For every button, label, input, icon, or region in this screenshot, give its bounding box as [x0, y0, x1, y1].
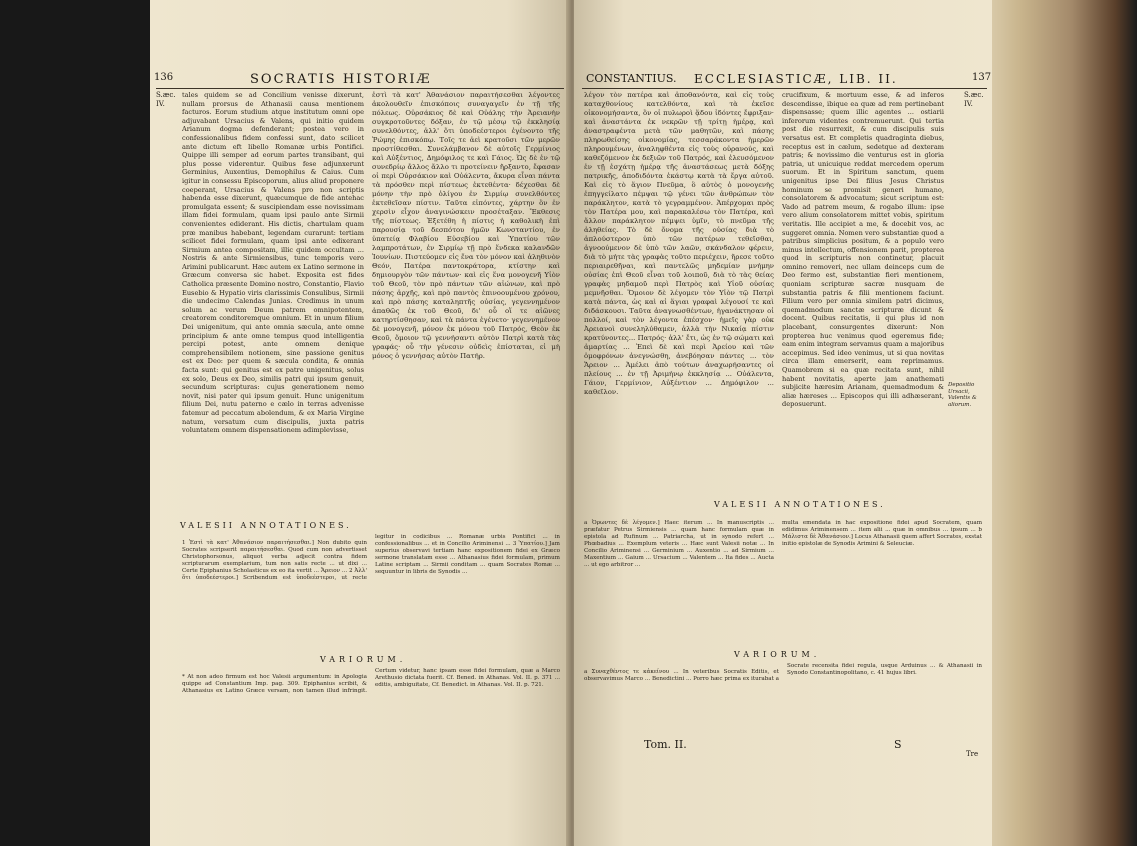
annotations-text-right-col2: multa emendata in hac expositione fidei apud Socratem, quam edidimus Ariminensem ... item alii ... quæ in omnibus ... ipsum ... b Μάλιστα δὲ Ἀθανάσιον.] Locus Athanasii quem affert Socrates, exstat initio epistolæ de Synodis Arimini & Seleuciæ. — [782, 519, 982, 547]
section-mark-saec-right: S.æc. — [964, 91, 984, 99]
greek-column-left — [372, 91, 560, 516]
right-page — [574, 0, 992, 846]
notes-heading-left: VALESII ANNOTATIONES. — [180, 521, 352, 530]
section-mark-iv: IV. — [156, 100, 165, 108]
latin-column-right — [782, 91, 944, 496]
signature-mark: Tom. II. — [644, 738, 687, 751]
latin-text-left: tales quidem se ad Concilium venisse dixerunt, nullam prorsus de Athanasii causa mentionem facturos. Eorum studium atque institutum omni ope adjuvabant Ursacius & Valens, qui initio quidem Arianum dogma defenderant; postea vero in confessionalibus fidem confessi sunt, dato scilicet ante dictum eft libello Romanæ urbis Pontifici. Quippe illi semper ad eorum partes transibant, qui plus posse viderentur. Quibus fese adjunxerunt Germinius, Auxentius, Demophilus & Caius. Cum igitur in consessu Episcoporum, alius aliud proponere coeperant, Ursacius & Valens pro non scriptis habenda esse dixerunt, quæcumque de fide antehac promulgata essent; & suscipiendam esse novissimam illam fidei formulam, quam ipsi paulo ante Sirmii convenientes ediderant. His dictis, chartulam quam præ manibus habebant, legendam curarunt: tertiam scilicet fidei formulam, quam ipsi ante edixerant Sirmium antea compositam, illic quidem occultam ... Nostris & ante Sirmiensibus, tunc temporis vero Arimini publicarunt. Hæc autem ex Latino sermone in Græcum conversa sic habet. Exposita est fides Catholica præsente Domino nostro, Constantio, Flavio Eusebio & Hypatio viris clarissimis Consulibus, Sirmii die undecimo Calendas Junias. Credimus in unum solum ac verum Deum patrem omnipotentem, creatorem conditoremque omnium. Et in unum filium Dei unigenitum, qui ante omnia sæcula, ante omne principium & ante omne tempus quod intelligentia percipi potest, ante omnem denique comprehensibilem notionem, sine passione genitus est ex Deo: per quem & sæcula condita, & omnia facta sunt: qui genitus est ex patre unigenitus, solus ex solo, Deus ex Deo, similis patri qui ipsum genuit, secundum scripturas: cujus generationem nemo novit, nisi pater qui ipsum genuit. Hunc unigenitum filium Dei, nutu paterno e cælo in terras advenisse fatemur ad peccatum abolendum, & ex Maria Virgine natum, versatum cum discipulis, juxta patris voluntatem omnem dispensationem adimplevisse, — [182, 91, 364, 435]
section-mark-right — [964, 91, 984, 109]
page-number-right: 137 — [972, 72, 992, 83]
running-head-right-left: CONSTANTIUS. — [586, 72, 677, 85]
latin-column-left — [182, 91, 364, 516]
greek-column-right — [584, 91, 774, 496]
book-fore-edge — [992, 0, 1137, 846]
head-rule-left — [156, 88, 564, 89]
background-left — [0, 0, 150, 846]
left-page — [150, 0, 570, 846]
variorum-right — [584, 663, 982, 733]
running-head-left: SOCRATIS HISTORIÆ — [250, 72, 432, 87]
annotations-right — [584, 514, 774, 646]
variorum-text-right: a Συναχθέντος τε κἀκείνου ... In veteribus Socratis Editis, et observavimus Marco ... Benedictini ... Porro hæc prima ex iturabat a Socrate recensita fidei regula, usque Arduinus ... & Athanasii in Synodo Constantinopolitano, c. 41 hujus libri. — [584, 663, 982, 682]
page-number-left: 136 — [154, 72, 174, 83]
latin-text-right: crucifixum, & mortuum esse, & ad inferos descendisse, ibique ea quæ ad rem pertinebant dispensasse; quem illic agentes ... ostiarii inferorum videntes contremuerunt. Qui tertia post die resurrexit, & cum discipulis suis versatus est. Et completis quadraginta diebus, receptus est in cælum, sedetque ad dexteram patris; & novissimo die venturus est in gloria patria, ut unicuique reddat mercedem operum suorum. Et in Spiritum sanctum, quem unigenitus ipse Dei filius Jesus Christus hominum se promisit generi humano, consolatorem & advocatum; sicut scriptum est: Vado ad patrem meum, & rogabo illum: ipse vero alium consolatorem mittet vobis, spiritum veritatis. Ille accipiet a me, & docebit vos, ac suggeret omnia. Nomen vero substantiæ quod a patribus simplicius positum, & a populo vero minus intellectum, offensionem parit, propterea quod in scripturis non continetur, placuit omnino removeri, nec ullam deinceps cum de Deo fermo est, substantiæ fieri mentionem, quoniam scripturæ sacræ nusquam de substantia patris & filii mentionem faciunt. Filium vero per omnia similem patri dicimus, quemadmodum sanctæ scripturæ dicunt & docent. Quibus recitatis, ii qui plus id non placebant, consurgentes dixerunt: Non propterea huc venimus quod egeremus fide; eam enim integram servamus quam a majoribus accepimus. Sed ideo venimus, ut si qua novitas circa illam emerserit, eam reprimamus. Quamobrem si ea quæ recitata sunt, nihil habent novitatis, aperte jam anathemati subjicite hæresim Arianam, quemadmodum & aliæ hæreses ... Episcopos qui illi adhæserant, deposuerunt. — [782, 91, 944, 409]
greek-text-right: λέγον τὸν πατέρα καὶ ἀποθανόντα, καὶ εἰς τοὺς καταχθονίους κατελθόντα, καὶ τὰ ἐκεῖσε οἰκονομήσαντα, ὃν οἱ πυλωροὶ ᾅδου ἰδόντες ἔφριξαν· καὶ ἀναστάντα ἐκ νεκρῶν τῇ τρίτῃ ἡμέρᾳ, καὶ ἀναστραφέντα μετὰ τῶν μαθητῶν, καὶ πάσης πληρωθείσης οἰκονομίας, τεσσαράκοντα ἡμερῶν πληρουμένων, ἀναληφθέντα εἰς τοὺς οὐρανούς, καὶ καθεζόμενον ἐκ δεξιῶν τοῦ Πατρός, καὶ ἐλευσόμενον ἐν τῇ ἐσχάτῃ ἡμέρᾳ τῆς ἀναστάσεως μετὰ δόξης πατρικῆς, ἀποδιδόντα ἑκάστῳ κατὰ τὰ ἔργα αὐτοῦ. Καὶ εἰς τὸ ἅγιον Πνεῦμα, ὃ αὐτὸς ὁ μονογενὴς ἐπηγγείλατο πέμψαι τῷ γένει τῶν ἀνθρώπων τὸν παράκλητον, κατὰ τὸ γεγραμμένον. Ἀπέρχομαι πρὸς τὸν Πατέρα μου, καὶ παρακαλέσω τὸν Πατέρα, καὶ ἄλλον παράκλητον πέμψει ὑμῖν, τὸ πνεῦμα τῆς ἀληθείας. Τὸ δὲ ὄνομα τῆς οὐσίας διὰ τὸ ἁπλούστερον ὑπὸ τῶν πατέρων τεθεῖσθαι, ἀγνοούμενον δὲ ὑπὸ τῶν λαῶν, σκάνδαλον φέρειν, διὰ τὸ μήτε τὰς γραφὰς τοῦτο περιέχειν, ἤρεσε τοῦτο περιαιρεθῆναι, καὶ παντελῶς μηδεμίαν μνήμην οὐσίας ἐπὶ Θεοῦ εἶναι τοῦ λοιποῦ, διὰ τὸ τὰς θείας γραφὰς μηδαμοῦ περὶ Πατρὸς καὶ Υἱοῦ οὐσίας μεμνῆσθαι. Ὅμοιον δὲ λέγομεν τὸν Υἱὸν τῷ Πατρὶ κατὰ πάντα, ὡς καὶ αἱ ἅγιαι γραφαὶ λέγουσί τε καὶ διδάσκουσι. Ταῦτα ἀναγνωσθέντων, ἠγανάκτησαν οἱ πολλοί, καὶ τὸν λέγοντα ἐπέσχον· ἡμεῖς γὰρ οὐκ Ἀρειανοὶ συνεληλύθαμεν, ἀλλὰ τὴν Νικαίᾳ πίστιν κρατύνοντες... Πατρός· ἀλλ' ἔτι, ὡς ἐν τῷ σώματι καὶ ἁμαρτίας ... Ἐπεὶ δὲ καὶ περὶ Ἀρείου καὶ τῶν ὁμοφρόνων ἀνεγνώσθη, ἀνεβόησαν πάντες ... τὸν Ἄρειον ... Ἀμέλει ἀπὸ τούτων ἀναχωρήσαντες οἱ πλείους ... ἐν τῇ Ἀριμήνῳ ἐκκλησίᾳ ... Οὐάλεντα, Γάιον, Γερμίνιον, Αὐξέντιον ... Δημόφιλον ... καθεῖλον. — [584, 91, 774, 396]
margin-note-right: Depositio Ursacii, Valentis & aliorum. — [948, 382, 977, 408]
catchword: Tre — [966, 750, 979, 758]
section-mark-saec: S.æc. — [156, 91, 176, 99]
annotations-right-col2 — [782, 514, 982, 646]
greek-text-left: ἐστὶ τὰ κατ' Ἀθανάσιον παραιτήσεσθαι λέγοντες ἀκολουθεῖν ἐπισκόποις συναγαγεῖν ἐν τῇ τῆς πόλεως. Οὐρσάκιος δὲ καὶ Οὐάλης τὴν Ἀρειανὴν συγκροτοῦντες δόξαν, ἐν τῷ μέσῳ τῷ ἐκκλησίᾳ συνελθόντες, ἀλλ' ὅτι ὑποδεέστεροι ἐγένοντο τῆς Ῥώμης ἐπισκόπῳ. Τοῖς τε ἀεὶ κρατοῦσι τῶν μερῶν προστίθεσθαι. Συνελάμβανον δὲ αὐτοῖς Γερμίνιος καὶ Αὐξέντιος, Δημόφιλος τε καὶ Γάιος. Ὡς δὲ ἐν τῷ συνεδρίῳ ἄλλος ἄλλο τι προτείνειν ἤρξαντο, ἔφασαν οἱ περὶ Οὐρσάκιον καὶ Οὐάλεντα, ἄκυρα εἶναι πάντα τὰ πρόσθεν περὶ πίστεως ἐκτεθέντα· δέχεσθαι δὲ μόνην τὴν πρὸ ὀλίγου ἐν Σιρμίῳ συνελθόντες ἐκτεθεῖσαν πίστιν. Ταῦτα εἰπόντες, χάρτην ὃν ἐν χερσὶν εἶχον ἀναγινώσκειν προσέταξαν. Ἔκθεσις τῆς πίστεως. Ἐξετέθη ἡ πίστις ἡ καθολικὴ ἐπὶ παρουσίᾳ τοῦ δεσπότου ἡμῶν Κωνσταντίου, ἐν ὑπατείᾳ Φλαβίου Εὐσεβίου καὶ Ὑπατίου τῶν λαμπροτάτων, ἐν Σιρμίῳ τῇ πρὸ ἕνδεκα καλανδῶν Ἰουνίων. Πιστεύομεν εἰς ἕνα τὸν μόνον καὶ ἀληθινὸν Θεόν, Πατέρα παντοκράτορα, κτίστην καὶ δημιουργὸν τῶν πάντων· καὶ εἰς ἕνα μονογενῆ Υἱὸν τοῦ Θεοῦ, τὸν πρὸ πάντων τῶν αἰώνων, καὶ πρὸ πάσης ἀρχῆς, καὶ πρὸ παντὸς ἐπινοουμένου χρόνου, καὶ πρὸ πάσης καταληπτῆς οὐσίας, γεγεννημένον ἀπαθῶς ἐκ τοῦ Θεοῦ, δι' οὗ οἵ τε αἰῶνες κατηρτίσθησαν, καὶ τὰ πάντα ἐγένετο· γεγεννημένον δὲ μονογενῆ, μόνον ἐκ μόνου τοῦ Πατρός, Θεὸν ἐκ Θεοῦ, ὅμοιον τῷ γεννήσαντι αὐτὸν Πατρὶ κατὰ τὰς γραφάς· οὗ τὴν γένεσιν οὐδεὶς ἐπίσταται, εἰ μὴ μόνος ὁ γεννήσας αὐτὸν Πατήρ. — [372, 91, 560, 360]
annotations-text-right: a Ὁρωντες δὲ λέγομεν.] Haec iterum ... In manuscriptis ... præfatur Petrus Sirmiensis ... quam hanc formulam quæ in epistola ad Rufinum ... Patriarcha, ut in synodo refert ... Phœbadius ... Exemplum veteris ... Hæc sunt Valesii notæ ... In Concilio Ariminensi ... Germinium ... Auxentio ... ad Sirmium ... Maxentium ... Gaium ... Ursacium ... Valentem ... Ita fides ... Aucta ... ut ego arbitror ... — [584, 519, 774, 569]
annotations-left — [182, 534, 560, 652]
head-rule-right — [582, 88, 987, 89]
section-mark-left — [156, 91, 176, 109]
variorum-left — [182, 668, 560, 780]
variorum-heading-right: VARIORUM. — [734, 650, 821, 659]
annotations-text-left: 1 Ἐστὶ τὰ κατ' Ἀθανάσιον παραιτήσεσθαι.] Non dubito quin Socrates scripserit παραιτήσεσθαι. Quod cum non advertisset Christophorsonus, aliquot verba adjecit contra fidem scripturarum exemplarium, tum non satis recte ... ut dixi ... Certe Epiphanius Scholasticus ex eo ita vertit ... Ἄρειον ... 2 Ἀλλ' ὅτι ὑποδεέστεροι.] Scribendum est ὑποδεέστεροι, ut recte legitur in codicibus ... Romanæ urbis Pontifici ... in confessionalibus ... et in Concilio Ariminensi ... 3 Ὑπατίου.] Jam superius observavi tertiam hanc expositionem fidei ex Græco sermone translatam esse ... Athanasius fidei formulam, primum Latine scriptam ... Sirmii conditam ... quam Socrates Romæ ... sequuntur in libris de Synodis ... — [182, 534, 560, 582]
gathering-mark: S — [894, 738, 902, 751]
variorum-heading-left: VARIORUM. — [320, 655, 407, 664]
section-mark-iv-right: IV. — [964, 100, 973, 108]
notes-heading-right: VALESII ANNOTATIONES. — [714, 500, 886, 509]
running-head-right: ECCLESIASTICÆ, LIB. II. — [694, 72, 898, 86]
variorum-text-left: * At non adeo firmum est hoc Valesii argumentum: in Apologia quippe ad Constantium Imp. pag. 309. Epiphanius scribit, & Athanasius ex Latino Græce versam, non tamen illud infringit. Certum videtur, hanc ipsam esse fidei formulam, quæ a Marco Arethusio dictata fuerit. Cf. Bened. in Athanas. Vol. II. p. 371 ... editis, ambiguitate, Cf. Benedict. in Athanas. Vol. II. p. 721. — [182, 668, 560, 694]
